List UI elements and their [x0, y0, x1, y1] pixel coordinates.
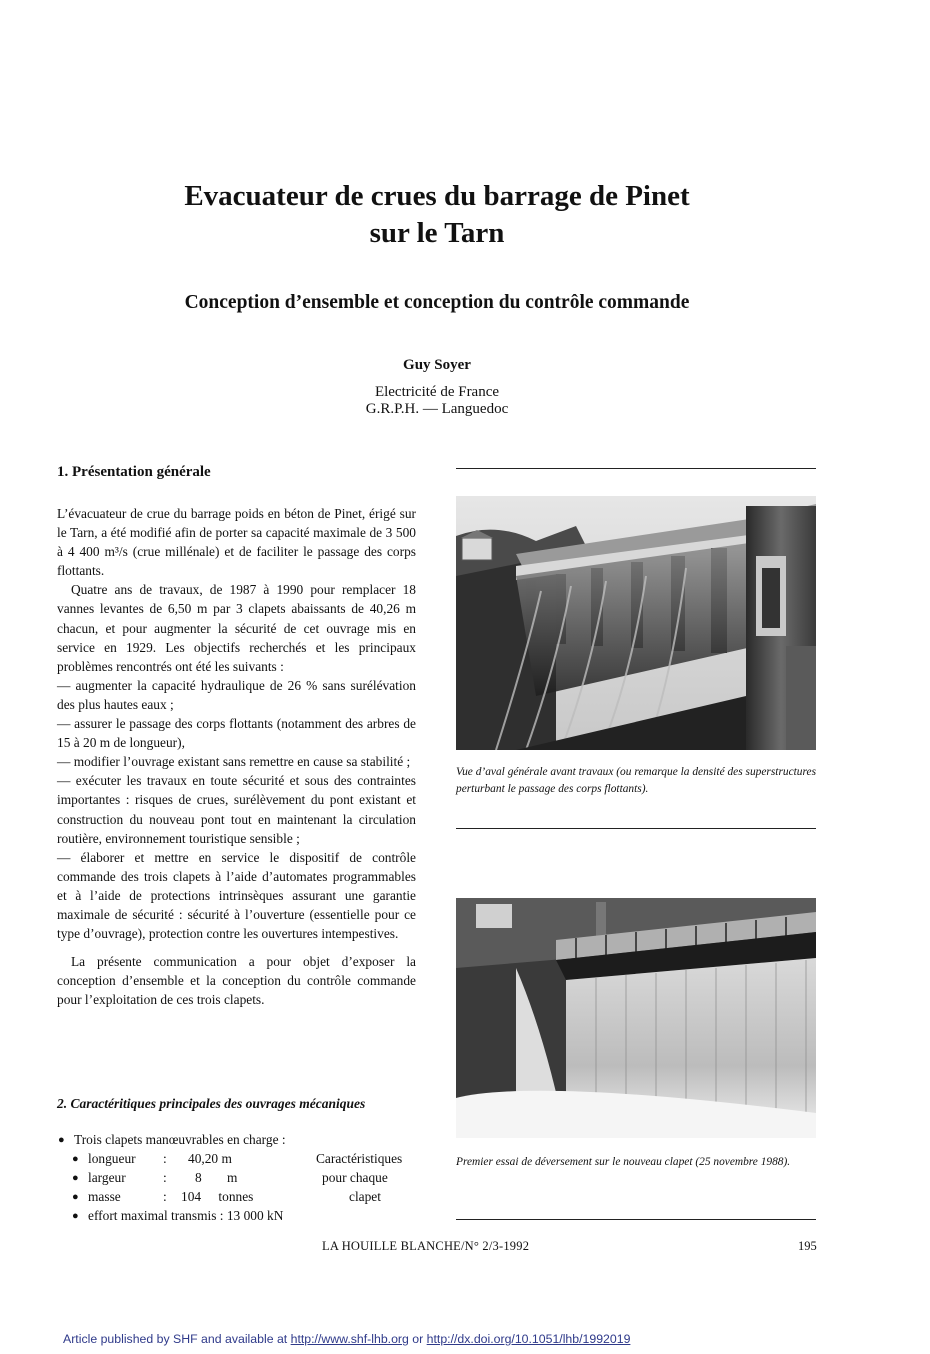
bullet-icon: ● [58, 1134, 65, 1146]
spec-label: masse [88, 1189, 121, 1204]
section-1-body [57, 504, 416, 1009]
affiliation-line-1: Electricité de France [374, 384, 500, 400]
figure-2-photo-spillway-test [456, 898, 816, 1138]
subtitle: Conception d’ensemble et conception du contrôle commande [184, 292, 690, 313]
spec-sep: : [163, 1151, 167, 1166]
spec-sep: : [163, 1189, 167, 1204]
bullet-icon: ● [72, 1210, 79, 1222]
objective-item-1: — augmenter la capacité hydraulique de 26 % sans surélévation des plus hautes eaux ; [57, 677, 416, 712]
spec-note: clapet [349, 1189, 381, 1204]
spec-value: 40,20 m [188, 1151, 232, 1166]
spec-value: 104 tonnes [181, 1189, 254, 1204]
spillway-test-photo-icon [456, 898, 816, 1138]
spec-row-length [58, 1149, 438, 1168]
dam-downstream-photo-icon [456, 496, 816, 750]
figure-1-photo-dam-downstream [456, 496, 816, 750]
paragraph-1: L’évacuateur de crue du barrage poids en béton de Pinet, érigé sur le Tarn, a été modifié afin de porter sa capacité maximale de 3 500 à 4 400 m³/s (crue millénale) et de faciliter le passage des corps flottants. [57, 506, 416, 579]
bullet-icon: ● [72, 1191, 79, 1203]
title-line-2: sur le Tarn [369, 217, 505, 249]
spec-label: largeur [88, 1170, 126, 1185]
spec-row-mass [58, 1187, 438, 1206]
spec-row-width [58, 1168, 438, 1187]
bullet-icon: ● [72, 1172, 79, 1184]
spec-sep: : [163, 1170, 167, 1185]
objective-item-2: — assurer le passage des corps flottants (notamment des arbres de 15 à 20 m de longueur), [57, 716, 416, 751]
figure-1-caption: Vue d’aval générale avant travaux (ou remarque la densité des superstructures perturbant le passage des corps flottants). [456, 766, 816, 795]
objective-item-5: — élaborer et mettre en service le dispositif de contrôle commande des trois clapets à l’aide d’automates programmables et à l’aide de protections intrinsèques assurant une garantie maximale de sécurité : sécurité à l’ouverture (essentielle pour ce type d’ouvrage), protection contre les ouvertures intempestives. [57, 849, 416, 942]
figure-1-bottom-rule [456, 828, 816, 829]
section-1-heading: 1. Présentation générale [57, 464, 211, 480]
spec-label: longueur [88, 1151, 136, 1166]
doi-link[interactable]: http://dx.doi.org/10.1051/lhb/1992019 [426, 1332, 631, 1346]
section-2-heading: 2. Caractéritiques principales des ouvrages mécaniques [57, 1096, 366, 1111]
spec-note: Caractéristiques [316, 1151, 403, 1166]
spec-note: pour chaque [322, 1170, 388, 1185]
bullet-icon: ● [72, 1153, 79, 1165]
paragraph-2: Quatre ans de travaux, de 1987 à 1990 pour remplacer 18 vannes levantes de 6,50 m par 3 clapets abaissants de 40,26 m chacun, et pour augmenter la sécurité de cet ouvrage mis en service en 1929. Les objectifs recherchés et les principaux problèmes rencontrés ont été les suivants : [57, 582, 416, 674]
figure-1-top-rule [456, 468, 816, 469]
shf-lhb-link[interactable]: http://www.shf-lhb.org [290, 1332, 409, 1346]
specs-intro-text: Trois clapets manœuvrables en charge : [74, 1132, 286, 1147]
publisher-note [63, 1332, 630, 1346]
paragraph-3: La présente communication a pour objet d’exposer la conception d’ensemble et la conception du contrôle commande pour l’exploitation de ces trois clapets. [57, 954, 416, 1008]
footer-page-number: 195 [798, 1239, 817, 1253]
specs-intro [58, 1130, 438, 1149]
objective-item-4: — exécuter les travaux en toute sécurité et sous des contraintes importantes : risques de crues, surélèvement du pont existant et construction du nouveau pont tout en maintenant la circulation routière, environnement touristique sensible ; [57, 773, 416, 846]
footer-journal: LA HOUILLE BLANCHE/N° 2/3-1992 [322, 1239, 530, 1253]
spec-effort-text: effort maximal transmis : 13 000 kN [88, 1208, 284, 1223]
affiliation-line-2: G.R.P.H. — Languedoc [365, 401, 509, 417]
title-line-1: Evacuateur de crues du barrage de Pinet [184, 180, 690, 212]
specs-list [58, 1130, 438, 1225]
spec-row-effort [58, 1206, 438, 1225]
page-title [0, 178, 874, 252]
objective-item-3: — modifier l’ouvrage existant sans remettre en cause sa stabilité ; [57, 754, 411, 770]
author-affiliation [0, 384, 874, 418]
publisher-note-or: or [408, 1332, 427, 1346]
figure-2-caption: Premier essai de déversement sur le nouveau clapet (25 novembre 1988). [456, 1156, 791, 1168]
spec-value: 8 m [195, 1170, 238, 1185]
author-name: Guy Soyer [403, 357, 471, 373]
publisher-note-text: Article published by SHF and available at [63, 1332, 291, 1346]
figure-2-bottom-rule [456, 1219, 816, 1220]
